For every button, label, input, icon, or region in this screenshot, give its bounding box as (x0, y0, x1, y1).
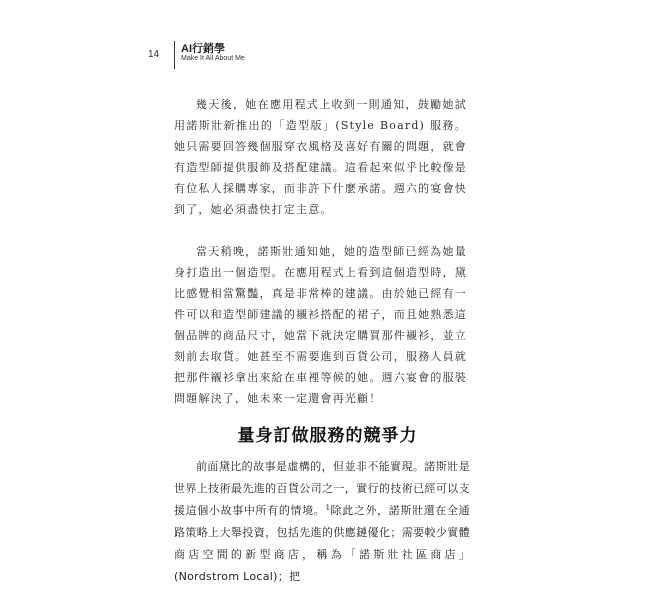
book-title: AI行銷學 (181, 43, 225, 55)
body-text-before-note: 前面黛比的故事是虛構的，但並非不能實現。諾斯壯是世界上技術最先進的百貨公司之一，實行的技術已經可以支援這個小故事中所有的情境。 (174, 460, 470, 517)
story-section (174, 94, 467, 409)
story-paragraph: 當天稍晚，諾斯壯通知她，她的造型師已經為她量身打造出一個造型。在應用程式上看到這個造型時，黛比感覺相當驚豔，真是非常棒的建議。由於她已經有一件可以和造型師建議的襯衫搭配的裙子，而且她熟悉這個品牌的商品尺寸，她當下就決定購買那件襯衫，並立刻前去取貨。她甚至不需要進到百貨公司，服務人員就把那件襯衫拿出來給在車裡等候的她。週六宴會的服裝問題解決了，她未來一定還會再光顧！ (174, 245, 467, 405)
body-text-after-note: 除此之外，諾斯壯還在全通路策略上大舉投資，包括先進的供應鏈優化；需要較少實體商店空間的新型商店，稱為「諾斯壯社區商店」(Nordstrom Local)；把 (174, 504, 470, 583)
story-paragraph: 幾天後，她在應用程式上收到一則通知，鼓勵她試用諾斯壯新推出的「造型版」(Style Board) 服務。她只需要回答幾個服穿衣風格及喜好有關的問題，就會有造型師提供服飾及搭配建議。這看起來似乎比較像是有位私人採購專家，而非許下什麼承諾。週六的宴會快到了，她必須盡快打定主意。 (174, 98, 467, 216)
body-paragraph (174, 456, 470, 588)
header-divider (174, 41, 175, 69)
section-heading: 量身訂做服務的競爭力 (237, 426, 418, 446)
body-section (174, 456, 470, 588)
footnote-marker: 1 (325, 503, 331, 512)
page-number: 14 (148, 49, 160, 60)
book-subtitle: Make It All About Me (181, 55, 245, 62)
